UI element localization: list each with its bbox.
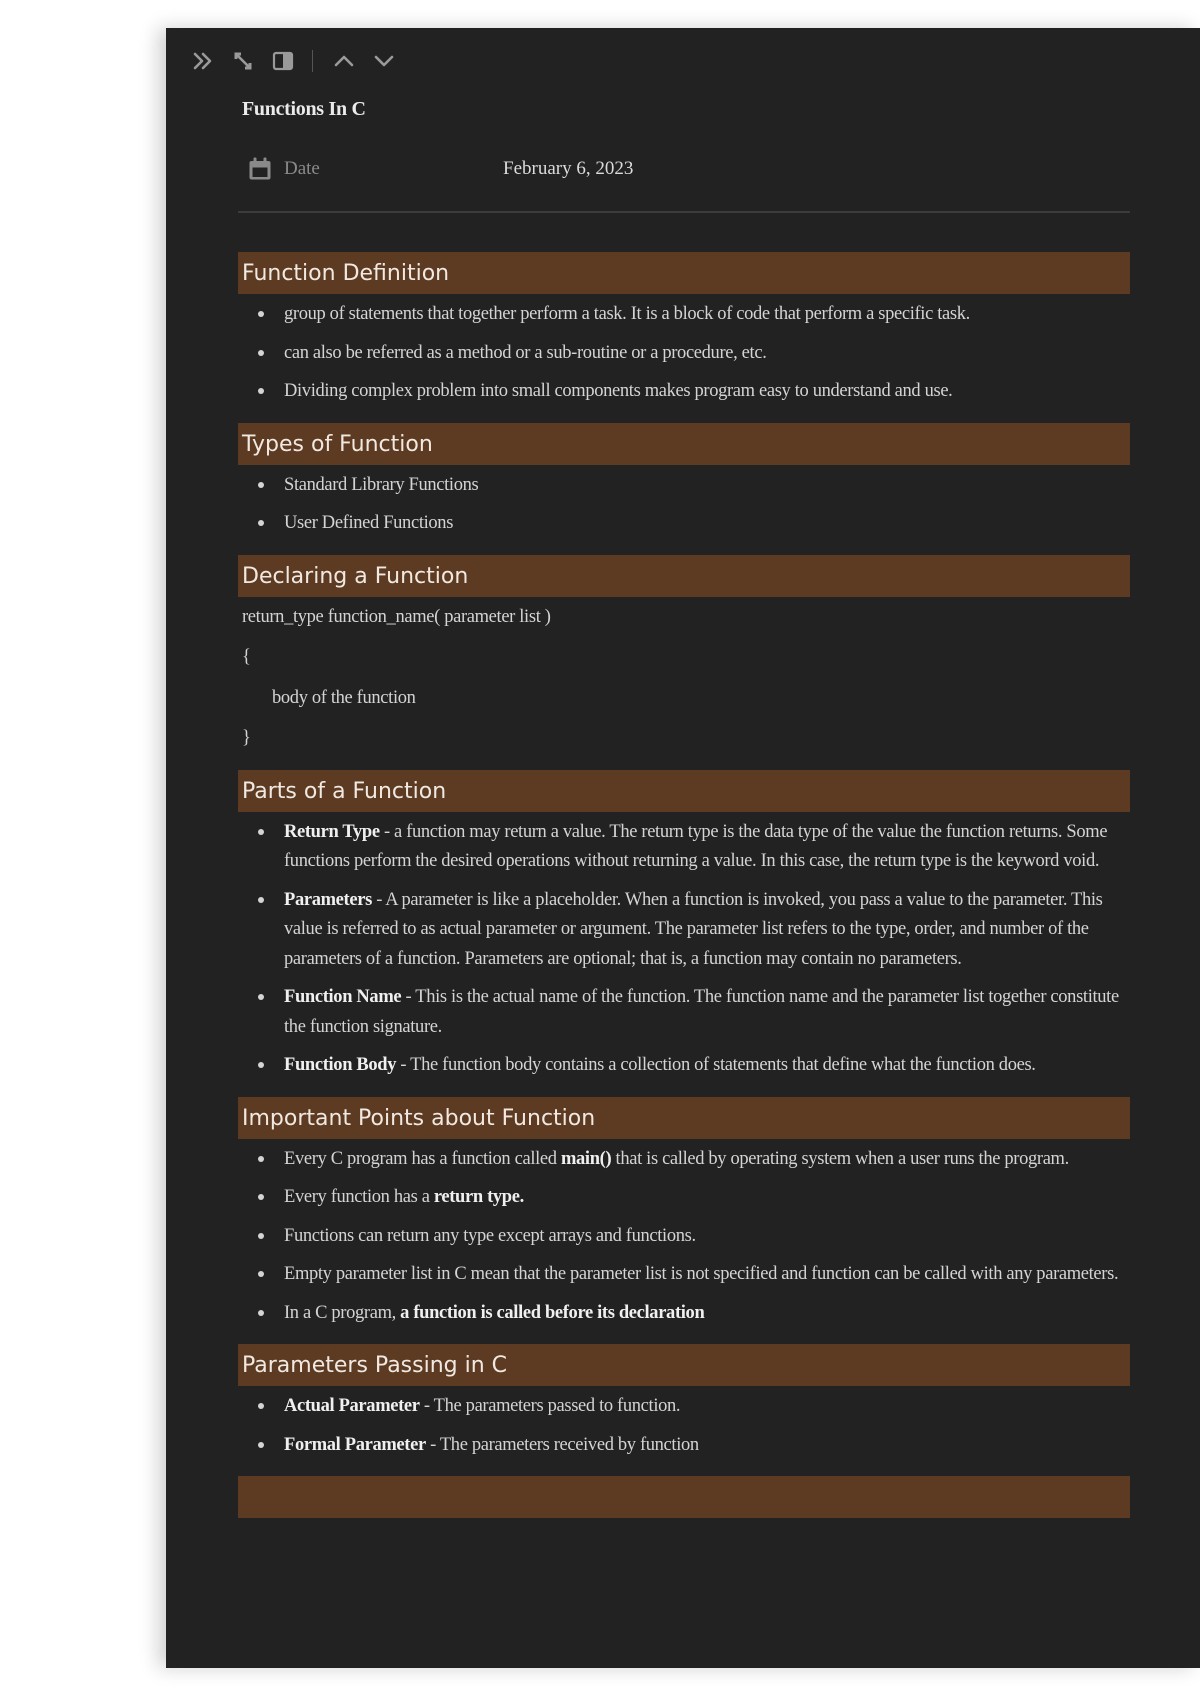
term-description: - A parameter is like a placeholder. When a function is invoked, you pass a value to the parameter. This value is referred to as actual parameter or argument. The parameter list refers to the type, order, and number of the parameters of a function. Parameters are optional; that is, a function may contain no parameters. [284, 889, 1103, 969]
toolbar-separator [312, 50, 313, 72]
property-label: Date [284, 158, 320, 179]
term-description: - This is the actual name of the function. The function name and the parameter list together constitute the function signature. [284, 987, 1119, 1037]
declaration-line[interactable]: { [242, 647, 251, 667]
list-item[interactable]: group of statements that together perform a task. It is a block of code that perform a specific task. [238, 300, 1130, 330]
property-value[interactable]: February 6, 2023 [503, 158, 634, 179]
list-item[interactable] [238, 818, 1130, 877]
item-text: Every C program has a function called [284, 1148, 561, 1169]
definition-list [238, 300, 1130, 407]
term-label: Function Name [284, 987, 402, 1007]
list-item[interactable]: can also be referred as a method or a sub-routine or a procedure, etc. [238, 339, 1130, 369]
double-chevron-right-icon[interactable] [190, 48, 216, 74]
item-text: In a C program, [284, 1302, 401, 1323]
item-bold: a function is called before its declaration [400, 1302, 705, 1323]
date-property[interactable] [246, 153, 1046, 185]
list-item[interactable] [238, 1392, 1130, 1422]
list-item[interactable] [238, 886, 1130, 975]
peek-toolbar [190, 48, 411, 74]
expand-icon[interactable] [230, 48, 256, 74]
list-item[interactable] [238, 1222, 1130, 1252]
term-label: Parameters [284, 889, 372, 910]
term-description: - The function body contains a collection of statements that define what the function does. [396, 1055, 1036, 1075]
heading-parameters-passing[interactable]: Parameters Passing in C [238, 1344, 1130, 1386]
item-text: Every function has a [284, 1187, 434, 1207]
declaration-block [238, 603, 1130, 754]
heading-next-section [238, 1476, 1130, 1518]
term-label: Return Type [284, 821, 380, 842]
term-label: Function Body [284, 1055, 397, 1075]
important-list [238, 1145, 1130, 1329]
declaration-line[interactable]: } [242, 728, 251, 748]
parts-list [238, 818, 1130, 1081]
list-item[interactable]: Dividing complex problem into small components makes program easy to understand and use. [238, 377, 1130, 407]
term-label: Actual Parameter [284, 1396, 420, 1416]
list-item[interactable]: Standard Library Functions [238, 471, 1130, 501]
term-description: - The parameters received by function [425, 1434, 699, 1455]
item-text: Functions can return any type except arrays and functions. [284, 1225, 696, 1246]
item-bold: return type. [433, 1187, 524, 1207]
declaration-line[interactable]: return_type function_name( parameter list ) [242, 606, 551, 627]
term-label: Formal Parameter [284, 1434, 426, 1455]
list-item[interactable] [238, 1431, 1130, 1461]
page-peek-panel [166, 28, 1200, 1668]
list-item[interactable] [238, 983, 1130, 1042]
chevron-up-icon[interactable] [331, 48, 357, 74]
heading-types-of-function[interactable]: Types of Function [238, 423, 1130, 465]
term-description: - The parameters passed to function. [419, 1396, 681, 1416]
heading-parts-of-a-function[interactable]: Parts of a Function [238, 770, 1130, 812]
calendar-icon [246, 155, 274, 183]
item-bold: main() [560, 1148, 612, 1169]
list-item[interactable] [238, 1051, 1130, 1081]
page-title[interactable]: Functions In C [242, 98, 366, 120]
list-item[interactable] [238, 1183, 1130, 1213]
types-list [238, 471, 1130, 539]
side-peek-icon[interactable] [270, 48, 296, 74]
passing-list [238, 1392, 1130, 1460]
item-text: that is called by operating system when a user runs the program. [611, 1148, 1069, 1169]
chevron-down-icon[interactable] [371, 48, 397, 74]
term-description: - a function may return a value. The return type is the data type of the value the function returns. Some functions perform the desired operations without returning a value. In this case, the return type is the keyword void. [284, 821, 1108, 871]
item-text: Empty parameter list in C mean that the parameter list is not specified and function can be called with any parameters. [284, 1264, 1119, 1284]
heading-important-points[interactable]: Important Points about Function [238, 1097, 1130, 1139]
declaration-line[interactable]: body of the function [272, 687, 416, 708]
heading-declaring-a-function[interactable]: Declaring a Function [238, 555, 1130, 597]
divider [238, 211, 1130, 213]
list-item[interactable] [238, 1145, 1130, 1175]
list-item[interactable] [238, 1260, 1130, 1290]
list-item[interactable] [238, 1299, 1130, 1329]
page-content [238, 252, 1130, 1518]
heading-function-definition[interactable]: Function Definition [238, 252, 1130, 294]
list-item[interactable]: User Defined Functions [238, 509, 1130, 539]
